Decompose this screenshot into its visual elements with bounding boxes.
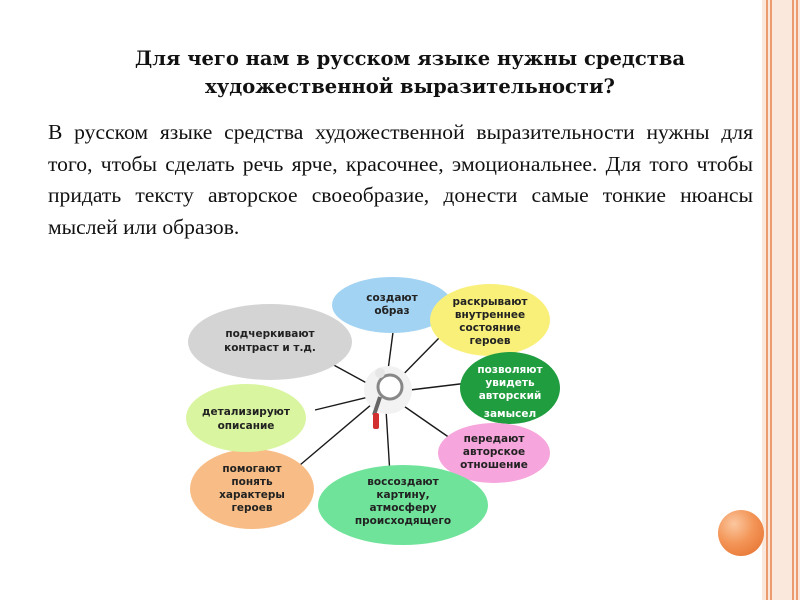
node-label-line: замысел (483, 408, 537, 420)
node-label-line: атмосферу (369, 502, 437, 514)
cluster-diagram (170, 275, 570, 550)
node-label-line: подчеркивают (225, 328, 315, 340)
slide-title (90, 45, 730, 101)
node-label-line: происходящего (354, 515, 452, 527)
node-podcherkivayut (188, 304, 352, 380)
node-label-line: раскрывают (452, 296, 528, 308)
node-label-line: картину, (376, 489, 430, 501)
node-pomogayut (190, 449, 314, 529)
node-label-line: внутреннее (454, 309, 526, 321)
node-label-line: героев (231, 502, 273, 514)
node-pozvolyayut (460, 352, 560, 424)
node-label-line: отношение (460, 459, 528, 471)
node-label-line: характеры (219, 489, 285, 501)
node-vossozdayut (318, 465, 488, 545)
node-label-line: понять (231, 476, 273, 488)
slide-body-text: В русском языке средства художественной выразительности нужны для того, чтобы сделать речь ярче, красочнее, эмоциональнее. Для того чтобы придать тексту авторское своеобразие, донести самые тонкие нюансы мыслей или образов. (48, 120, 753, 239)
person-magnifying-glass-icon (364, 366, 412, 429)
title-line: Для чего нам в русском языке нужны средства (134, 47, 686, 70)
node-label-line: передают (463, 433, 525, 445)
node-label-line: героев (469, 335, 511, 347)
node-label-line: образ (374, 305, 410, 317)
node-raskryvayut (430, 284, 550, 356)
decorative-orb (718, 510, 764, 556)
node-label-line: воссоздают (367, 476, 439, 488)
title-line: художественной выразительности? (205, 75, 615, 98)
node-label-line: помогают (222, 463, 282, 475)
decorative-border (762, 0, 800, 600)
node-label-line: контраст и т.д. (224, 342, 316, 354)
node-label-line: авторское (462, 446, 526, 458)
node-label-line: авторский (478, 390, 542, 402)
diagram-svg (170, 275, 570, 550)
node-label-line: состояние (459, 322, 521, 334)
node-label-line: детализируют (202, 406, 290, 418)
node-label-line: увидеть (485, 377, 535, 389)
node-label-line: позволяют (477, 364, 543, 376)
node-label-line: описание (217, 420, 275, 432)
node-label-line: создают (366, 292, 418, 304)
node-detaliziruyut (186, 384, 306, 452)
